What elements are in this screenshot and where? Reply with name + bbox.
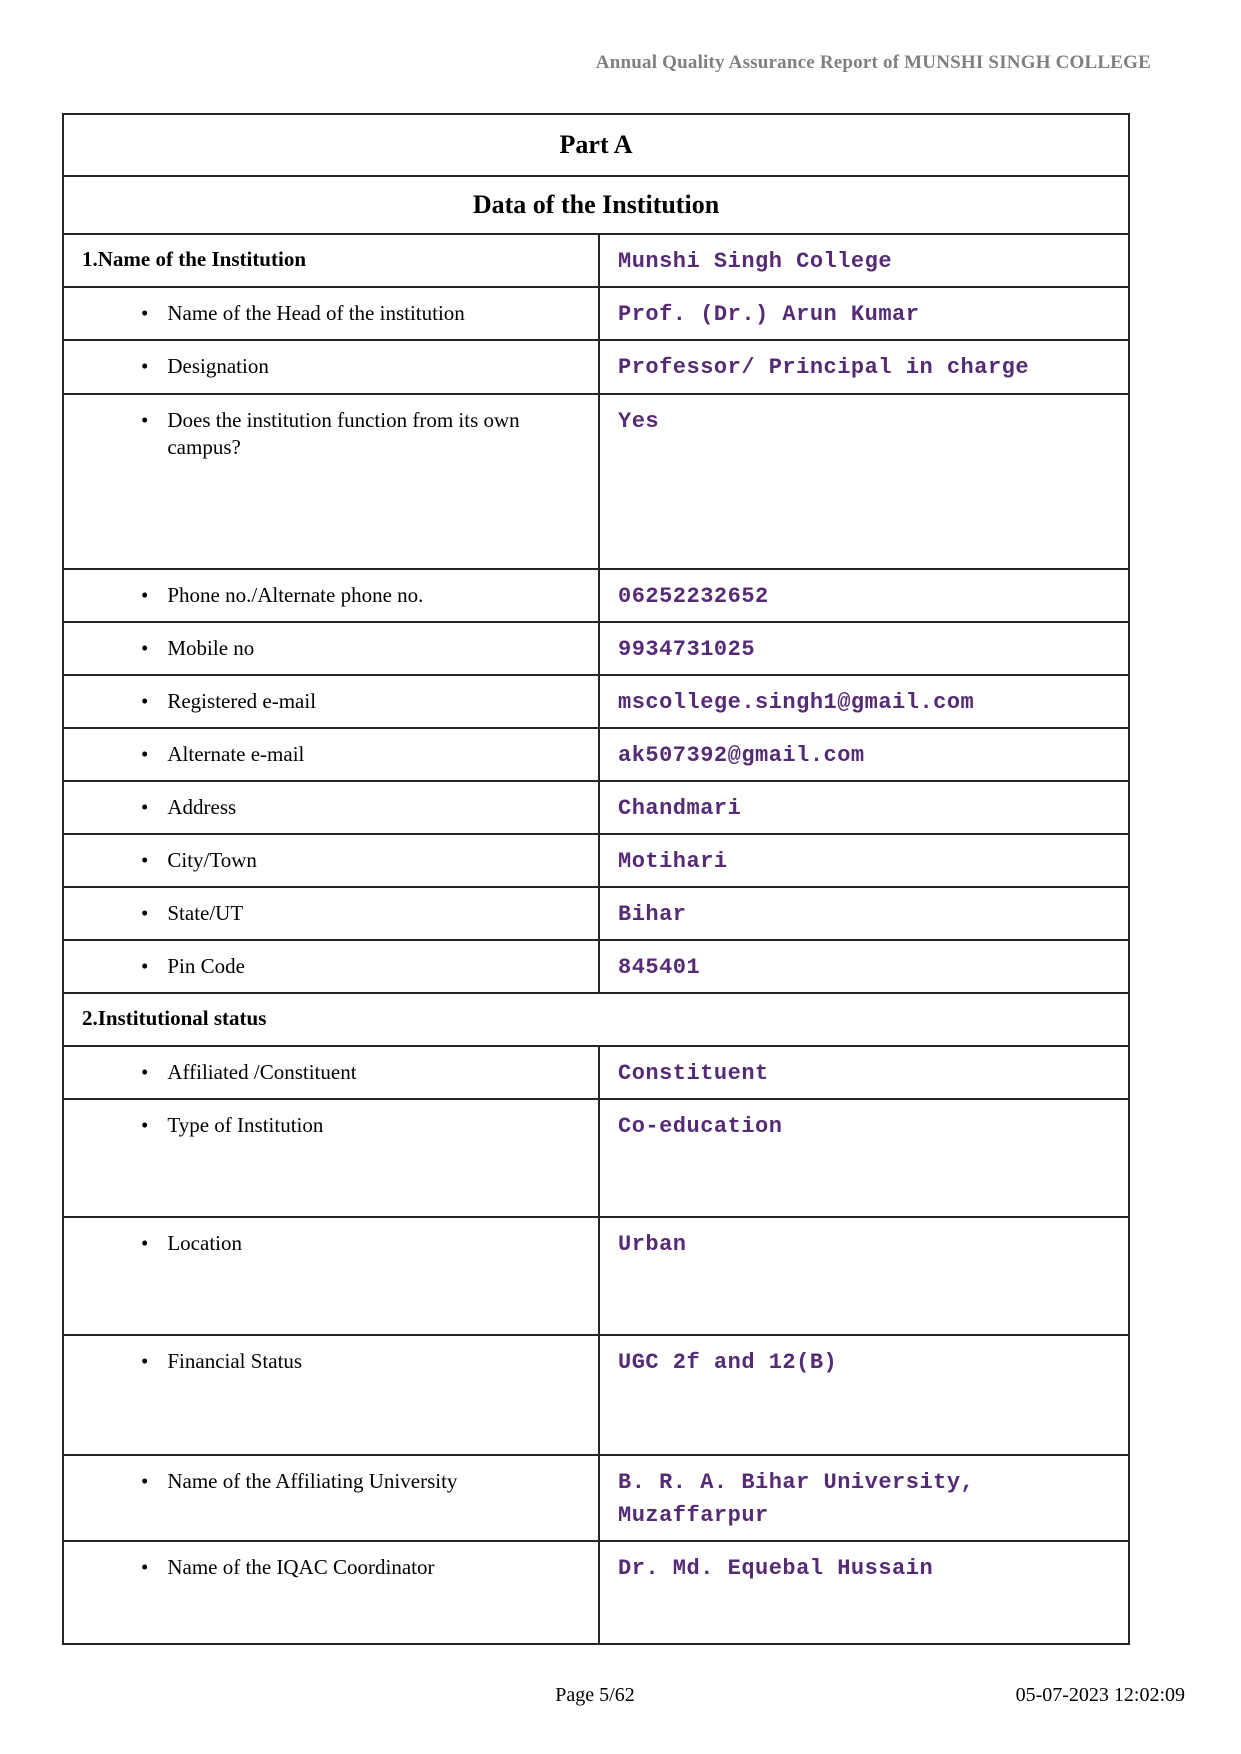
table-row (63, 834, 1129, 887)
row-label: Name of the Affiliating University (167, 1469, 458, 1493)
table-row (63, 781, 1129, 834)
table-row (63, 728, 1129, 781)
table-row (63, 1217, 1129, 1335)
row-label: Name of the IQAC Coordinator (167, 1555, 435, 1579)
table-row (63, 114, 1129, 176)
table-row (63, 993, 1129, 1046)
row-label: Registered e-mail (167, 689, 317, 713)
bullet-icon (141, 741, 148, 768)
row-value: Co-education (618, 1114, 783, 1139)
table-row (63, 940, 1129, 993)
row-value: Yes (618, 409, 660, 434)
row-label: State/UT (167, 901, 244, 925)
row-value: Dr. Md. Equebal Hussain (618, 1556, 934, 1581)
row-label: 1.Name of the Institution (82, 247, 306, 271)
bullet-icon (141, 847, 148, 874)
bullet-icon (141, 1112, 148, 1139)
table-row (63, 887, 1129, 940)
row-label: Mobile no (167, 636, 255, 660)
row-value: Bihar (618, 902, 687, 927)
part-title: Part A (63, 114, 1129, 176)
row-label: Type of Institution (167, 1113, 324, 1137)
bullet-icon (141, 1348, 148, 1375)
row-value: Urban (618, 1232, 687, 1257)
row-label: Phone no./Alternate phone no. (167, 583, 424, 607)
row-label: Affiliated /Constituent (167, 1060, 357, 1084)
bullet-icon (141, 953, 148, 980)
table-row (63, 340, 1129, 394)
table-row (63, 622, 1129, 675)
row-value: 06252232652 (618, 584, 769, 609)
table-row (63, 234, 1129, 287)
page-number: Page 5/62 (555, 1684, 635, 1706)
table-row (63, 1046, 1129, 1099)
bullet-icon (141, 353, 148, 380)
bullet-icon (141, 300, 148, 327)
table-row (63, 287, 1129, 340)
table-row (63, 569, 1129, 622)
row-label: Name of the Head of the institution (167, 301, 465, 325)
bullet-icon (141, 407, 148, 434)
row-label: Designation (167, 354, 269, 378)
table-row (63, 1099, 1129, 1217)
table-row (63, 675, 1129, 728)
row-value: Chandmari (618, 796, 742, 821)
row-value: Professor/ Principal in charge (618, 355, 1030, 380)
row-value: Motihari (618, 849, 728, 874)
row-label: Address (167, 795, 237, 819)
institution-data-table (62, 113, 1130, 1645)
row-value: Prof. (Dr.) Arun Kumar (618, 302, 920, 327)
bullet-icon (141, 635, 148, 662)
table-section-title: Data of the Institution (63, 176, 1129, 234)
row-label: Alternate e-mail (167, 742, 305, 766)
row-value: 9934731025 (618, 637, 756, 662)
row-value: mscollege.singh1@gmail.com (618, 690, 975, 715)
bullet-icon (141, 1059, 148, 1086)
bullet-icon (141, 688, 148, 715)
bullet-icon (141, 1554, 148, 1581)
bullet-icon (141, 794, 148, 821)
section-heading: 2.Institutional status (82, 1006, 267, 1030)
table-row (63, 394, 1129, 569)
row-label: Location (167, 1231, 242, 1255)
table-row (63, 1455, 1129, 1541)
row-value: Munshi Singh College (618, 249, 893, 274)
row-value: UGC 2f and 12(B) (618, 1350, 838, 1375)
row-label: Financial Status (167, 1349, 303, 1373)
table-row (63, 176, 1129, 234)
row-value: B. R. A. Bihar University, Muzaffarpur (618, 1470, 975, 1528)
row-value: 845401 (618, 955, 701, 980)
row-label: City/Town (167, 848, 257, 872)
row-value: ak507392@gmail.com (618, 743, 865, 768)
table-row (63, 1541, 1129, 1644)
footer-timestamp: 05-07-2023 12:02:09 (1015, 1684, 1185, 1706)
row-value: Constituent (618, 1061, 769, 1086)
report-header-title: Annual Quality Assurance Report of MUNSHI SINGH COLLEGE (595, 52, 1151, 73)
bullet-icon (141, 582, 148, 609)
row-label: Pin Code (167, 954, 245, 978)
table-row (63, 1335, 1129, 1455)
bullet-icon (141, 900, 148, 927)
row-label: Does the institution function from its own campus? (167, 408, 520, 459)
bullet-icon (141, 1468, 148, 1495)
bullet-icon (141, 1230, 148, 1257)
